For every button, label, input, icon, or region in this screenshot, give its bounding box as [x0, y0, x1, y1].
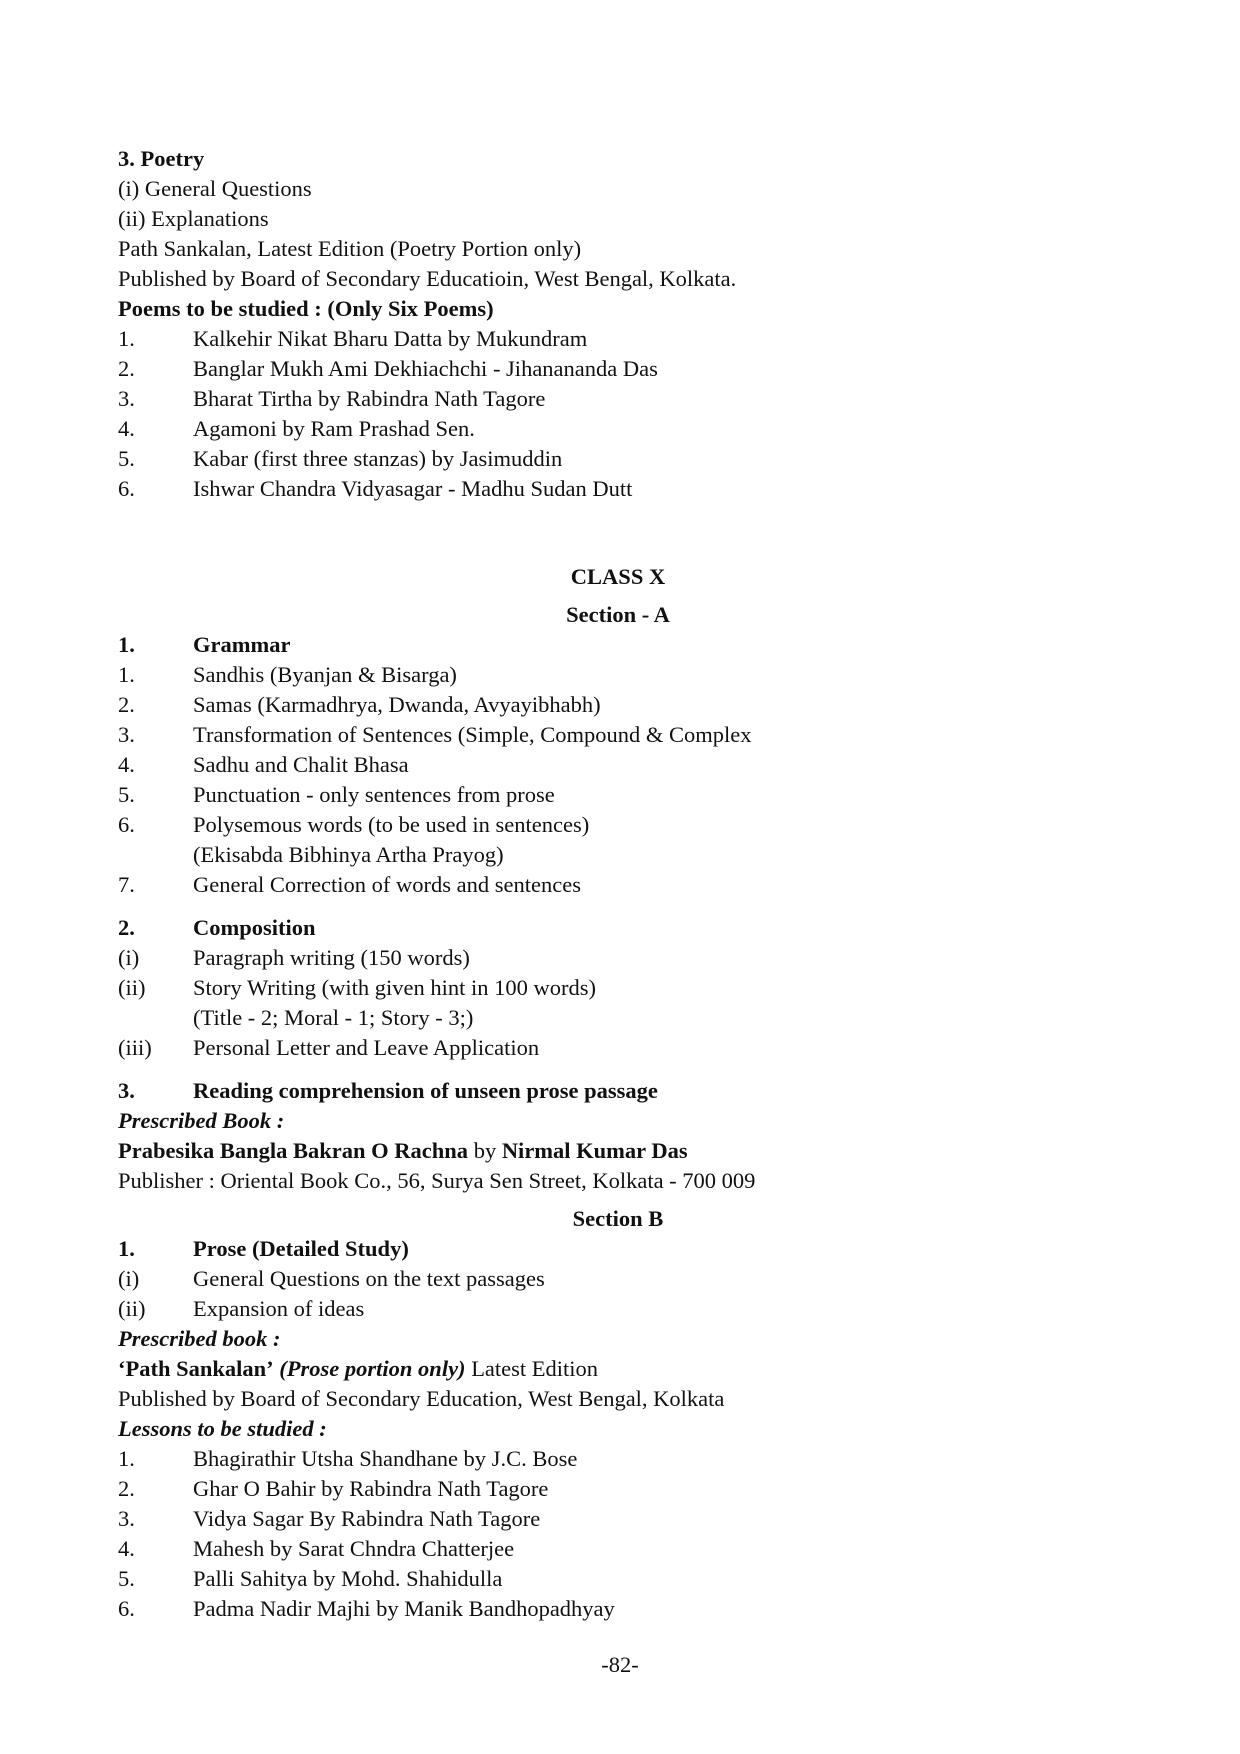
- book-edition: Latest Edition: [465, 1356, 599, 1381]
- list-number: (ii): [118, 1296, 146, 1321]
- lessons-heading: Lessons to be studied :: [118, 1416, 327, 1441]
- list-number: 6.: [118, 476, 135, 501]
- poetry-line: (ii) Explanations: [118, 206, 269, 231]
- list-number: 3.: [118, 1506, 135, 1531]
- grammar-item: [118, 870, 1118, 900]
- grammar-item: [118, 720, 1118, 750]
- list-text: Story Writing (with given hint in 100 words): [193, 975, 597, 1000]
- grammar-heading: [118, 630, 1118, 660]
- list-number: 3.: [118, 386, 135, 411]
- prose-heading: [118, 1234, 1118, 1264]
- poetry-line: (i) General Questions: [118, 176, 312, 201]
- list-number: (iii): [118, 1035, 152, 1060]
- list-number: 2.: [118, 1476, 135, 1501]
- book-title: ‘Path Sankalan’: [118, 1356, 274, 1381]
- poem-item: [118, 324, 1118, 354]
- list-text: Paragraph writing (150 words): [193, 945, 470, 970]
- list-text: Sadhu and Chalit Bhasa: [193, 752, 409, 777]
- grammar-item: [118, 750, 1118, 780]
- poem-item: [118, 474, 1118, 504]
- poem-item: [118, 414, 1118, 444]
- list-text: Kabar (first three stanzas) by Jasimuddin: [193, 446, 563, 471]
- poem-item: [118, 384, 1118, 414]
- list-text: Reading comprehension of unseen prose passage: [193, 1078, 658, 1103]
- list-number: 1.: [118, 662, 135, 687]
- reading-heading: [118, 1076, 1118, 1106]
- document-page: [118, 144, 1118, 1624]
- list-text: Punctuation - only sentences from prose: [193, 782, 555, 807]
- book-title: Prabesika Bangla Bakran O Rachna: [118, 1138, 469, 1163]
- list-number: (i): [118, 1266, 140, 1291]
- list-text: General Correction of words and sentences: [193, 872, 581, 897]
- list-text: Composition: [193, 915, 316, 940]
- list-text: Ishwar Chandra Vidyasagar - Madhu Sudan Dutt: [193, 476, 633, 501]
- prose-item: [118, 1294, 1118, 1324]
- list-text: Polysemous words (to be used in sentences): [193, 812, 590, 837]
- list-text: Grammar: [193, 632, 291, 657]
- book-by: by: [468, 1138, 502, 1163]
- published-line: Published by Board of Secondary Education, West Bengal, Kolkata: [118, 1386, 725, 1411]
- list-text: Vidya Sagar By Rabindra Nath Tagore: [193, 1506, 541, 1531]
- poetry-line: Published by Board of Secondary Educatioin, West Bengal, Kolkata.: [118, 266, 737, 291]
- poem-item: [118, 444, 1118, 474]
- list-text: Transformation of Sentences (Simple, Compound & Complex: [193, 722, 752, 747]
- composition-item: [118, 943, 1118, 973]
- poetry-heading: 3. Poetry: [118, 146, 205, 171]
- class-title: CLASS X: [570, 564, 666, 589]
- list-number: 6.: [118, 1596, 135, 1621]
- list-number: 6.: [118, 812, 135, 837]
- list-number: 5.: [118, 782, 135, 807]
- list-number: 5.: [118, 446, 135, 471]
- publisher-line: Publisher : Oriental Book Co., 56, Surya Sen Street, Kolkata - 700 009: [118, 1168, 756, 1193]
- list-number: 1.: [118, 326, 135, 351]
- page-number: -82-: [601, 1652, 639, 1677]
- list-text: Sandhis (Byanjan & Bisarga): [193, 662, 457, 687]
- list-text: Ghar O Bahir by Rabindra Nath Tagore: [193, 1476, 549, 1501]
- list-text: Padma Nadir Majhi by Manik Bandhopadhyay: [193, 1596, 615, 1621]
- lesson-item: [118, 1504, 1118, 1534]
- poetry-line: Path Sankalan, Latest Edition (Poetry Portion only): [118, 236, 582, 261]
- list-number: 2.: [118, 915, 135, 940]
- poem-item: [118, 354, 1118, 384]
- list-number: 3.: [118, 722, 135, 747]
- lesson-item: [118, 1564, 1118, 1594]
- list-number: 1.: [118, 1236, 135, 1261]
- list-number: (ii): [118, 975, 146, 1000]
- list-text: Bharat Tirtha by Rabindra Nath Tagore: [193, 386, 546, 411]
- list-text: General Questions on the text passages: [193, 1266, 545, 1291]
- list-text: Agamoni by Ram Prashad Sen.: [193, 416, 475, 441]
- list-number: 1.: [118, 632, 135, 657]
- list-text: Expansion of ideas: [193, 1296, 365, 1321]
- composition-item-continuation: (Title - 2; Moral - 1; Story - 3;): [193, 1005, 474, 1030]
- grammar-item: [118, 780, 1118, 810]
- grammar-item-continuation: (Ekisabda Bibhinya Artha Prayog): [193, 842, 504, 867]
- list-number: 3.: [118, 1078, 135, 1103]
- grammar-item: [118, 690, 1118, 720]
- list-number: 1.: [118, 1446, 135, 1471]
- composition-item: [118, 973, 1118, 1003]
- prescribed-book-label: Prescribed book :: [118, 1326, 281, 1351]
- list-number: 4.: [118, 1536, 135, 1561]
- grammar-item: [118, 660, 1118, 690]
- poems-heading: Poems to be studied : (Only Six Poems): [118, 296, 494, 321]
- list-number: 5.: [118, 1566, 135, 1591]
- list-number: (i): [118, 945, 140, 970]
- list-text: Prose (Detailed Study): [193, 1236, 409, 1261]
- list-number: 7.: [118, 872, 135, 897]
- lesson-item: [118, 1444, 1118, 1474]
- lesson-item: [118, 1594, 1118, 1624]
- lesson-item: [118, 1474, 1118, 1504]
- list-text: Personal Letter and Leave Application: [193, 1035, 540, 1060]
- prescribed-book-line: [118, 1136, 1118, 1166]
- list-number: 2.: [118, 692, 135, 717]
- prose-item: [118, 1264, 1118, 1294]
- list-text: Palli Sahitya by Mohd. Shahidulla: [193, 1566, 503, 1591]
- grammar-item: [118, 810, 1118, 840]
- list-text: Mahesh by Sarat Chndra Chatterjee: [193, 1536, 515, 1561]
- list-number: 4.: [118, 416, 135, 441]
- composition-item: [118, 1033, 1118, 1063]
- lesson-item: [118, 1534, 1118, 1564]
- list-text: Bhagirathir Utsha Shandhane by J.C. Bose: [193, 1446, 578, 1471]
- list-number: 2.: [118, 356, 135, 381]
- list-number: 4.: [118, 752, 135, 777]
- prescribed-book-line: [118, 1354, 1118, 1384]
- composition-heading: [118, 913, 1118, 943]
- list-text: Samas (Karmadhrya, Dwanda, Avyayibhabh): [193, 692, 601, 717]
- book-note: (Prose portion only): [279, 1356, 466, 1381]
- section-a-title: Section - A: [566, 602, 670, 627]
- section-b-title: Section B: [572, 1206, 664, 1231]
- list-text: Kalkehir Nikat Bharu Datta by Mukundram: [193, 326, 588, 351]
- list-text: Banglar Mukh Ami Dekhiachchi - Jihanananda Das: [193, 356, 658, 381]
- prescribed-book-label: Prescribed Book :: [118, 1108, 285, 1133]
- book-author: Nirmal Kumar Das: [501, 1138, 688, 1163]
